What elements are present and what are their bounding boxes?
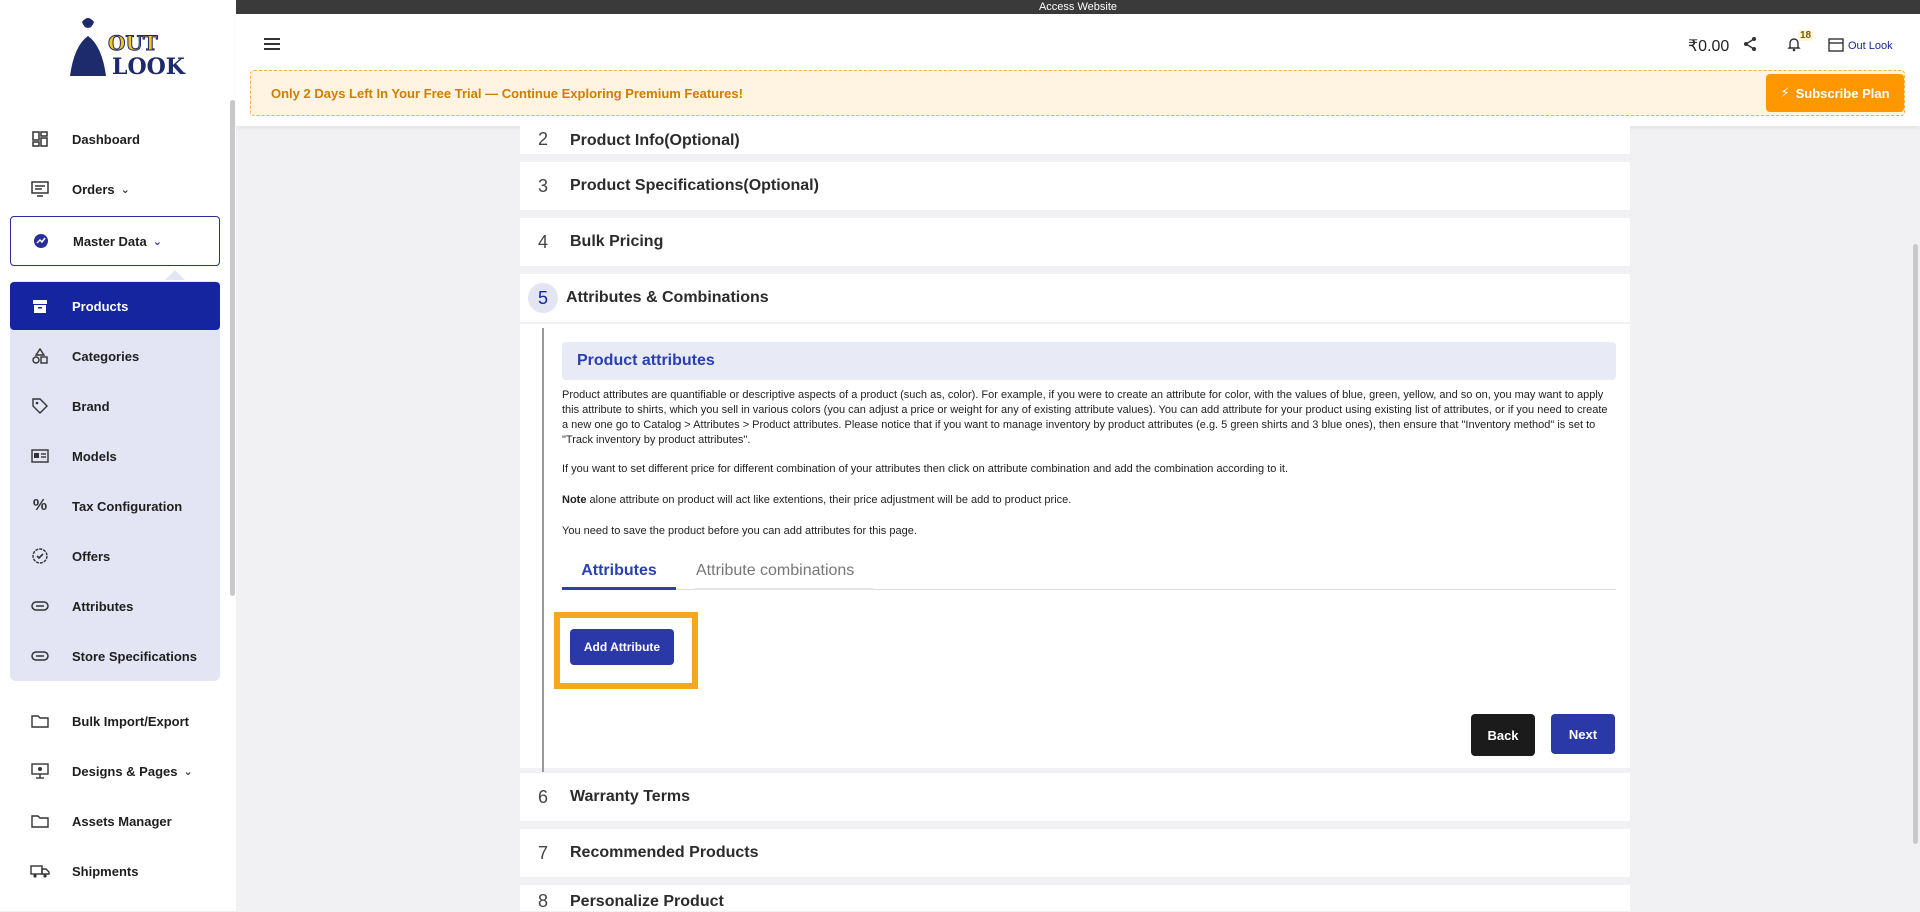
sidebar-item-bulk-import-export[interactable] [10, 697, 220, 745]
archive-box-icon [30, 296, 50, 316]
folder-icon [30, 711, 50, 731]
save-notice: You need to save the product before you can add attributes for this page. [562, 525, 917, 537]
section-number: 2 [537, 129, 548, 149]
add-attribute-highlight [554, 612, 698, 689]
sidebar-item-label: Brand [72, 398, 110, 414]
sidebar-item-attributes[interactable] [10, 582, 220, 630]
shapes-icon [30, 346, 50, 366]
access-website-bar[interactable]: Access Website [236, 0, 1920, 14]
notification-badge: 18 [1800, 30, 1812, 41]
product-attributes-title: Product attributes [577, 352, 715, 369]
chevron-down-icon: ⌄ [183, 765, 193, 778]
sidebar-item-label: Models [72, 448, 117, 464]
sidebar-item-label: Products [72, 298, 129, 314]
sidebar-item-categories[interactable] [10, 332, 220, 380]
wallet-balance[interactable]: ₹0.00 [1688, 38, 1730, 55]
add-attribute-button[interactable]: Add Attribute [570, 629, 674, 665]
sidebar-item-label: Categories [72, 348, 140, 364]
sidebar-item-label: Tax Configuration [72, 498, 183, 514]
sidebar-item-label: Assets Manager [72, 813, 172, 829]
sidebar-item-label: Designs & Pages [72, 763, 178, 779]
sidebar-item-orders[interactable] [10, 165, 220, 213]
combination-description: If you want to set different price for different combination of your attributes then click on attribute combination and add the combination according to it. [562, 463, 1289, 475]
accordion-section-product-specifications[interactable] [520, 162, 1630, 210]
accordion-section-bulk-pricing[interactable] [520, 218, 1630, 266]
truck-icon [30, 861, 50, 881]
accordion-section-product-info[interactable] [520, 126, 1630, 154]
section-title: Bulk Pricing [570, 233, 664, 250]
accordion-section-warranty-terms[interactable] [520, 773, 1630, 821]
accordion-section-attributes-combinations[interactable] [520, 274, 1630, 322]
sidebar-item-label: Orders [72, 181, 115, 197]
sidebar-item-label: Offers [72, 548, 111, 564]
sidebar-item-label: Store Specifications [72, 648, 197, 664]
section-title: Personalize Product [570, 893, 724, 910]
orders-icon [30, 179, 50, 199]
sidebar-item-brand[interactable] [10, 382, 220, 430]
sidebar-item-store-specifications[interactable] [10, 632, 220, 680]
section-title: Product Info(Optional) [570, 132, 740, 149]
section-number-active: 5 [528, 283, 558, 313]
section-number: 7 [537, 842, 548, 863]
sidebar-item-assets-manager[interactable] [10, 797, 220, 845]
section-number: 3 [537, 175, 548, 196]
sidebar-item-label: Master Data [73, 233, 147, 249]
back-button[interactable]: Back [1471, 714, 1535, 756]
store-name-link[interactable]: Out Look [1848, 40, 1893, 52]
trial-banner [250, 70, 1905, 116]
share-icon[interactable] [1742, 36, 1758, 52]
note-text: alone attribute on product will act like extentions, their price adjustment will be add to product price. [586, 494, 1072, 506]
top-header [236, 14, 1920, 126]
sidebar [0, 0, 236, 911]
product-attributes-header [562, 342, 1616, 380]
accordion-section-personalize-product[interactable] [520, 885, 1630, 911]
attributes-note [562, 493, 1616, 508]
sidebar-item-label: Dashboard [72, 131, 140, 147]
monitor-design-icon [30, 761, 50, 781]
pill-icon [30, 596, 50, 616]
section-number: 4 [537, 231, 548, 252]
chevron-down-icon: ⌄ [152, 235, 162, 248]
sidebar-item-offers[interactable] [10, 532, 220, 580]
section-title: Recommended Products [570, 844, 759, 861]
sidebar-scrollbar[interactable] [230, 100, 235, 596]
svg-text:LOOK: LOOK [112, 54, 185, 80]
lightning-icon: ⚡︎ [1780, 85, 1790, 100]
section-number: 6 [537, 786, 548, 807]
sidebar-item-products[interactable] [10, 282, 220, 330]
sidebar-item-dashboard[interactable] [10, 115, 220, 163]
sidebar-item-shipments[interactable] [10, 847, 220, 895]
sidebar-item-label: Shipments [72, 863, 139, 879]
svg-text:OUT: OUT [108, 31, 158, 55]
badge-check-icon [30, 546, 50, 566]
sidebar-item-tax-configuration[interactable] [10, 482, 220, 530]
sidebar-item-designs-pages[interactable] [10, 747, 220, 795]
pill-icon [30, 646, 50, 666]
subscribe-plan-button[interactable] [1766, 74, 1904, 112]
subscribe-plan-label: Subscribe Plan [1795, 85, 1890, 101]
attributes-description: Product attributes are quantifiable or descriptive aspects of a product (such as, color). For example, if you were to create an attribute for color, with the values of blue, green, yellow, and so on, you may want to apply this attribute to shirts, which you sell in various colors (you can adjust a price or weight for any of existing attribute values). You can add attribute for your product using existing list of attributes, or if you need to create a new one go to Catalog > Attributes > Product attributes. Please notice that if you want to manage inventory by product attributes (e.g. 5 green shirts and 3 blue ones), then ensure that "Inventory method" is set to "Track inventory by product attributes". [562, 389, 1608, 446]
sidebar-item-label: Attributes [72, 598, 134, 614]
sidebar-item-models[interactable] [10, 432, 220, 480]
master-data-icon [31, 231, 51, 251]
percent-icon: % [32, 497, 48, 514]
store-icon[interactable] [1828, 38, 1844, 52]
sidebar-item-label: Bulk Import/Export [72, 713, 190, 729]
submenu-pointer [165, 270, 185, 280]
attribute-tabs [562, 558, 1616, 590]
tab-attribute-combinations[interactable]: Attribute combinations [694, 558, 874, 590]
trial-message: Only 2 Days Left In Your Free Trial — Continue Exploring Premium Features! [271, 86, 743, 101]
note-label: Note [562, 494, 587, 506]
section-rail [542, 328, 544, 772]
dashboard-icon [30, 129, 50, 149]
sidebar-item-master-data[interactable] [10, 216, 220, 266]
attributes-panel [520, 324, 1630, 768]
section-title: Attributes & Combinations [566, 289, 769, 306]
section-number: 8 [537, 891, 548, 911]
folder-icon [30, 811, 50, 831]
next-button[interactable]: Next [1551, 714, 1615, 754]
main-scrollbar[interactable] [1913, 244, 1918, 844]
tab-attributes[interactable]: Attributes [562, 558, 676, 590]
id-card-icon [30, 446, 50, 466]
accordion-section-recommended-products[interactable] [520, 829, 1630, 877]
outlook-logo[interactable] [62, 14, 185, 80]
section-title: Warranty Terms [570, 788, 691, 805]
chevron-down-icon: ⌄ [120, 183, 130, 196]
menu-icon[interactable] [264, 38, 280, 52]
section-title: Product Specifications(Optional) [570, 177, 819, 194]
tag-icon [30, 396, 50, 416]
